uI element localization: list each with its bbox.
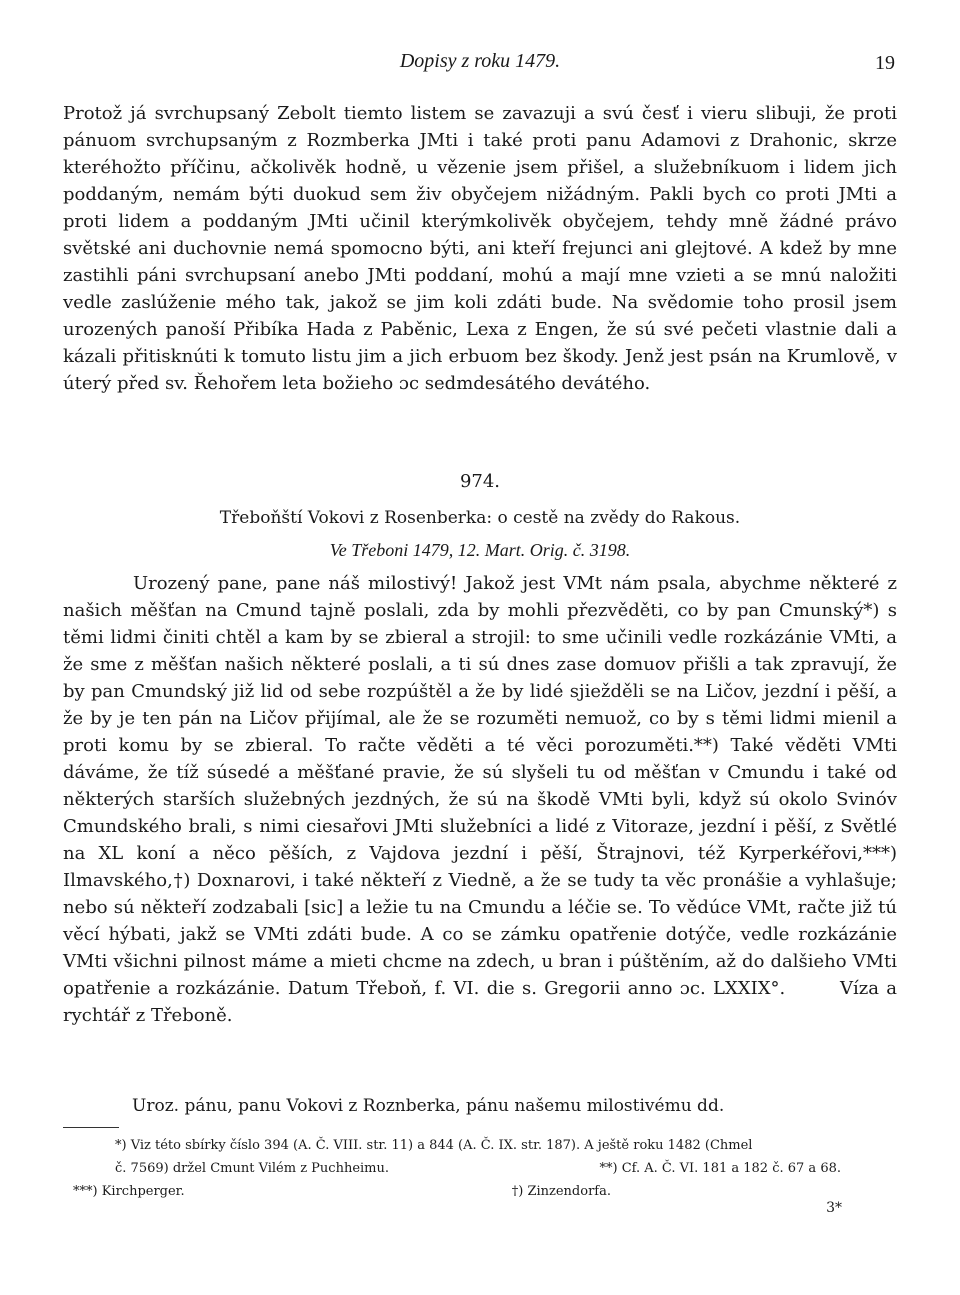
footnotes [63, 1134, 903, 1203]
footnote-4: †) Zinzendorfa. [511, 1184, 611, 1199]
running-title: Dopisy z roku 1479. [399, 50, 561, 72]
page-number: 19 [875, 52, 895, 74]
footnote-1-line-1: *) Viz této sbírky číslo 394 (A. Č. VIII. str. 11) a 844 (A. Č. IX. str. 187). A ještě roku 1482 (Chmel [115, 1138, 753, 1153]
document-number: 974. [459, 471, 501, 492]
signature: Víza a rychtář z Třeboně. [63, 978, 897, 1026]
footnote-2: **) Cf. A. Č. VI. 181 a 182 č. 67 a 68. [599, 1161, 841, 1176]
paragraph-1 [63, 100, 897, 397]
paragraph-2-text: Urozený pane, pane náš milostivý! Jakož jest VMt nám psala, abychme některé z našich měšťan na Cmund tajně poslali, zda by mohli přezvěděti, co by pan Cmunský*) s těmi lidmi činiti chtěl a kam by se zbieral a strojil: to sme učinili vedle rozkázánie VMti, a že sme z měšťan našich některé poslali, a ti sú dnes zase domuov přišli a tak zpravují, že by pan Cmundský již lid od sebe rozpúštěl a že by lidé sjiežděli se na Ličov, jezdní i pěší, a že by je ten pán na Ličov přijímal, ale že se rozuměti nemuož, co by s těmi lidmi mienil a proti komu by se zbieral. To račte věděti a té věci porozuměti.**) Také věděti VMti dáváme, že tíž súsedé a měšťané pravie, že sú slyšeli tu od měšťan v Cmundu i také od některých starších služebných jezdných, že sú na škodě VMti byli, když sú okolo Svinóv Cmundského brali, s nimi ciesařovi JMti služebníci a lidé z Vitoraze, jezdní i pěší, z Světlé na XL koní a něco pěších, z Vajdova jezdní i pěší, Štrajnovi, též Kyrperkéřovi,***) Ilmavského,†) Doxnarovi, i také někteří z Viedně, a že se tudy ta věc pronášie a vyhlašuje; nebo sú někteří zodzabali [sic] a ležie tu na Cmundu a léčie se. To vědúce VMt, račte již tú věcí hýbati, jakž se VMti zdáti bude. A co se zámku opatřenie dotýče, vedle rozkázánie VMti všichni pilnost máme a mieti chcme na zdech, u bran i púštěním, až do dalšieho VMti opatřenie a rozkázánie. Datum Třeboň, f. VI. die s. Gregorii anno ɔc. LXXIX°. [63, 573, 897, 999]
paragraph-1-text: Protož já svrchupsaný Zebolt tiemto listem se zavazuji a svú česť i vieru slibuji, že proti pánuom svrchupsaným z Rozmberka JMti i také proti panu Adamovi z Drahonic, skrze kteréhožto příčinu, ačkolivěk hodně, u vězenie jsem přišel, a služebníkuom i lidem jich poddaným, nemám býti duokud sem živ obyčejem nižádným. Pakli bych co proti JMti a proti lidem a poddaným JMti učinil kterýmkolivěk obyčejem, tehdy mně žádné právo světské ani duchovnie nemá spomocno býti, ani kteří frejunci ani glejtové. A kdež by mne zastihli páni svrchupsaní anebo JMti poddaní, mohú a mají mne vzieti a se mnú naložiti vedle zaslúženie mého tak, jakož se jim koli zdáti bude. Na svědomie toho prosil jsem urozených panoší Přibíka Hada z Paběnic, Lexa z Engen, že sú své pečeti vlastnie dali a kázali přitisknúti k tomuto listu jim a jich erbuom bez škody. Jenž jest psán na Krumlově, v úterý před sv. Řehořem leta božieho ɔc sedmdesátého devátého. [63, 103, 897, 394]
footnote-1-line-2: č. 7569) držel Cmunt Vilém z Puchheimu. [115, 1161, 390, 1176]
footnote-3: ***) Kirchperger. [73, 1184, 185, 1199]
address-line: Uroz. pánu, panu Vokovi z Roznberka, pánu našemu milostivému dd. [132, 1096, 725, 1116]
document-source: Ve Třeboni 1479, 12. Mart. Orig. č. 3198. [329, 540, 631, 560]
document-summary: Třeboňští Vokovi z Rosenberka: o cestě na zvědy do Rakous. [219, 508, 741, 528]
paragraph-2 [63, 570, 897, 1029]
signature-mark: 3* [826, 1200, 842, 1216]
footnote-divider [63, 1127, 119, 1128]
